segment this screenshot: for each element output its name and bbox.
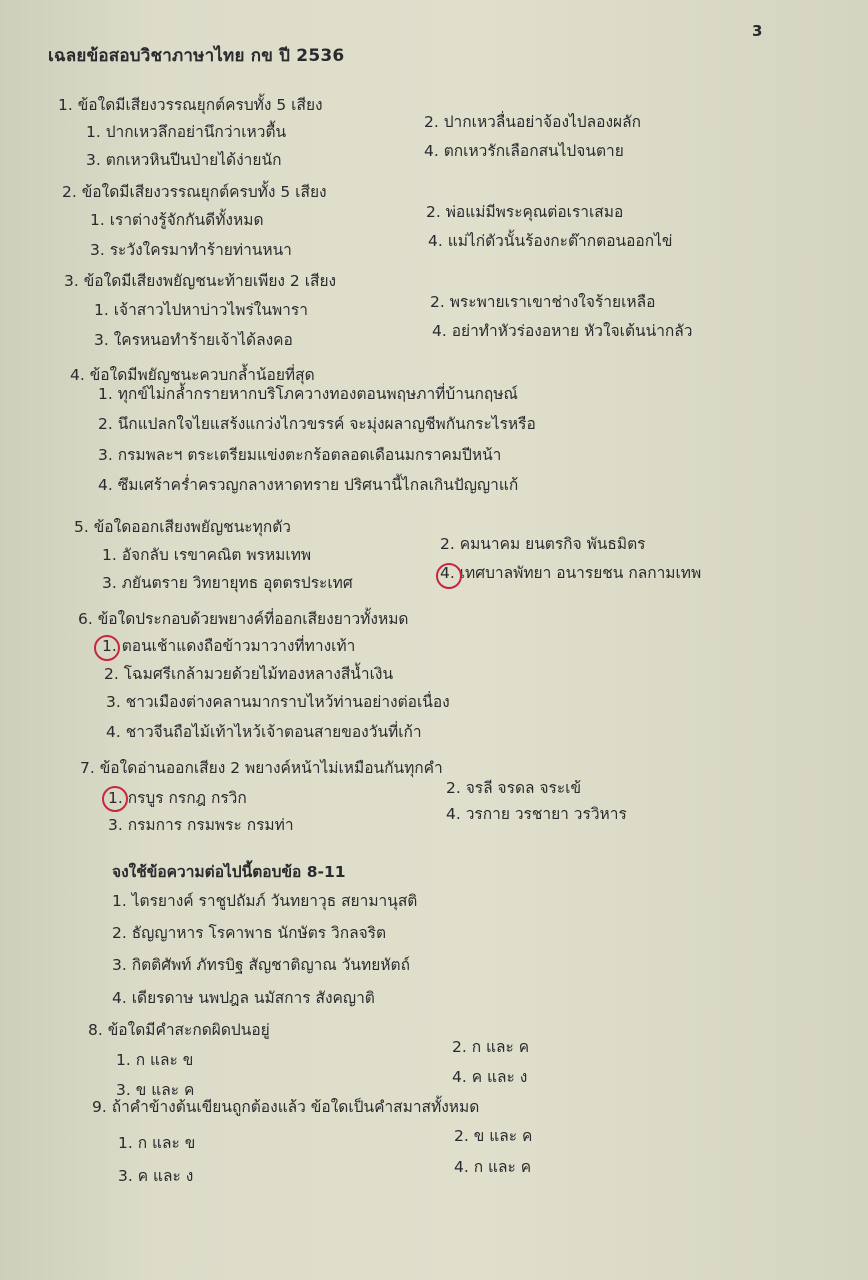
question-text: 6. ข้อใดประกอบด้วยพยางค์ที่ออกเสียงยาวทั้งหมด (78, 610, 409, 628)
answer-choice: 1. เราต่างรู้จักกันดีทั้งหมด (90, 211, 264, 229)
answer-choice: 3. ข และ ค (116, 1081, 195, 1099)
answer-choice: 4. แม่ไก่ตัวนั้นร้องกะต๊ากตอนออกไข่ (428, 232, 673, 250)
answer-choice: 4. ซึมเศร้าคร่ำครวญกลางหาดทราย ปริศนานี้ไกลเกินปัญญาแก้ (98, 476, 519, 494)
question-text: 4. ข้อใดมีพยัญชนะควบกล้ำน้อยที่สุด (70, 366, 315, 384)
answer-choice: 3. ใครหนอทำร้ายเจ้าได้ลงคอ (94, 331, 293, 349)
answer-choice: 1. ก และ ข (118, 1134, 196, 1152)
answer-choice: 3. ชาวเมืองต่างคลานมากราบไหว้ท่านอย่างต่อเนื่อง (106, 693, 450, 711)
answer-choice: 2. ข และ ค (454, 1127, 533, 1145)
answer-mark-q5 (436, 563, 462, 589)
answer-choice: 4. ก และ ค (454, 1158, 532, 1176)
question-text: 1. ไตรยางค์ ราชูปถัมภ์ วันทยาวุธ สยามานุสติ (112, 892, 418, 910)
question-text: 8. ข้อใดมีคำสะกดผิดปนอยู่ (88, 1021, 270, 1039)
question-text: 3. ข้อใดมีเสียงพยัญชนะท้ายเพียง 2 เสียง (64, 272, 337, 290)
answer-mark-q7 (102, 786, 128, 812)
answer-choice: 3. ระวังใครมาทำร้ายท่านหนา (90, 241, 292, 259)
question-text: 7. ข้อใดอ่านออกเสียง 2 พยางค์หน้าไม่เหมือนกันทุกคำ (80, 759, 443, 777)
page-number: 3 (752, 22, 763, 40)
answer-choice: 3. ตกเหวหินปีนป่ายได้ง่ายนัก (86, 151, 282, 169)
answer-choice: 2. ก และ ค (452, 1038, 530, 1056)
question-text: 4. เดียรดาษ นพปฎล นมัสการ สังคญาติ (112, 989, 375, 1007)
answer-choice: 3. กรมการ กรมพระ กรมท่า (108, 816, 294, 834)
answer-choice: 1. ทุกข์ไม่กล้ำกรายหากบริโภควางทองตอนพฤษภาที่บ้านกฤษณ์ (98, 385, 518, 403)
page-title: เฉลยข้อสอบวิชาภาษาไทย กข ปี 2536 (48, 46, 345, 66)
question-text: 5. ข้อใดออกเสียงพยัญชนะทุกตัว (74, 518, 291, 536)
question-text: 2. ข้อใดมีเสียงวรรณยุกต์ครบทั้ง 5 เสียง (62, 183, 327, 201)
answer-choice: 2. นึกแปลกใจไยแสร้งแกว่งไกวขรรค์ จะมุ่งผลาญชีพกันกระไรหรือ (98, 415, 536, 433)
answer-choice: 1. ปากเหวลึกอย่านึกว่าเหวตื้น (86, 123, 287, 141)
answer-choice: 4. วรกาย วรชายา วรวิหาร (446, 805, 627, 823)
answer-choice: 1. กรบูร กรกฎ กรวิก (108, 789, 247, 807)
answer-mark-q6 (94, 635, 120, 661)
answer-choice: 3. ภยันตราย วิทยายุทธ อุตตรประเทศ (102, 574, 353, 592)
answer-choice: 1. เจ้าสาวไปหาบ่าวไพร่ในพารา (94, 301, 308, 319)
answer-choice: 1. ตอนเช้าแดงถือข้าวมาวางที่ทางเท้า (102, 637, 356, 655)
answer-choice: 2. พระพายเราเขาช่างใจร้ายเหลือ (430, 293, 656, 311)
answer-choice: 2. ปากเหวลื่นอย่าจ้องไปลองผลัก (424, 113, 641, 131)
question-text: 1. ข้อใดมีเสียงวรรณยุกต์ครบทั้ง 5 เสียง (58, 96, 323, 114)
question-text: 3. กิตติศัพท์ ภัทรบิฐ สัญชาติญาณ วันทยหัตถ์ (112, 956, 410, 974)
answer-choice: 4. ชาวจีนถือไม้เท้าไหว้เจ้าตอนสายของวันที่เก้า (106, 723, 422, 741)
answer-choice: 3. ค และ ง (118, 1167, 194, 1185)
answer-choice: 1. อัจกลับ เรขาคณิต พรหมเทพ (102, 546, 312, 564)
answer-choice: 2. คมนาคม ยนตรกิจ พันธมิตร (440, 535, 646, 553)
answer-choice: 1. ก และ ข (116, 1051, 194, 1069)
answer-choice: 4. ตกเหวรักเลือกสนไปจนตาย (424, 142, 624, 160)
answer-choice: 4. ค และ ง (452, 1068, 528, 1086)
question-text: 2. ธัญญาหาร โรคาพาธ นักษัตร วิกลจริต (112, 924, 387, 942)
answer-choice: 3. กรมพละฯ ตระเตรียมแข่งตะกร้อตลอดเดือนมกราคมปีหน้า (98, 446, 502, 464)
answer-choice: 2. พ่อแม่มีพระคุณต่อเราเสมอ (426, 203, 624, 221)
question-text: 9. ถ้าคำข้างต้นเขียนถูกต้องแล้ว ข้อใดเป็นคำสมาสทั้งหมด (92, 1098, 480, 1116)
answer-choice: 2. จรลี จรดล จระเข้ (446, 779, 582, 797)
instruction: จงใช้ข้อความต่อไปนี้ตอบข้อ 8-11 (112, 863, 346, 881)
answer-choice: 4. เทศบาลพัทยา อนารยชน กลกามเทพ (440, 564, 702, 582)
answer-choice: 4. อย่าทำหัวร่องอหาย หัวใจเต้นน่ากลัว (432, 322, 693, 340)
answer-choice: 2. โฉมศรีเกล้ามวยด้วยไม้ทองหลางสีน้ำเงิน (104, 665, 394, 683)
